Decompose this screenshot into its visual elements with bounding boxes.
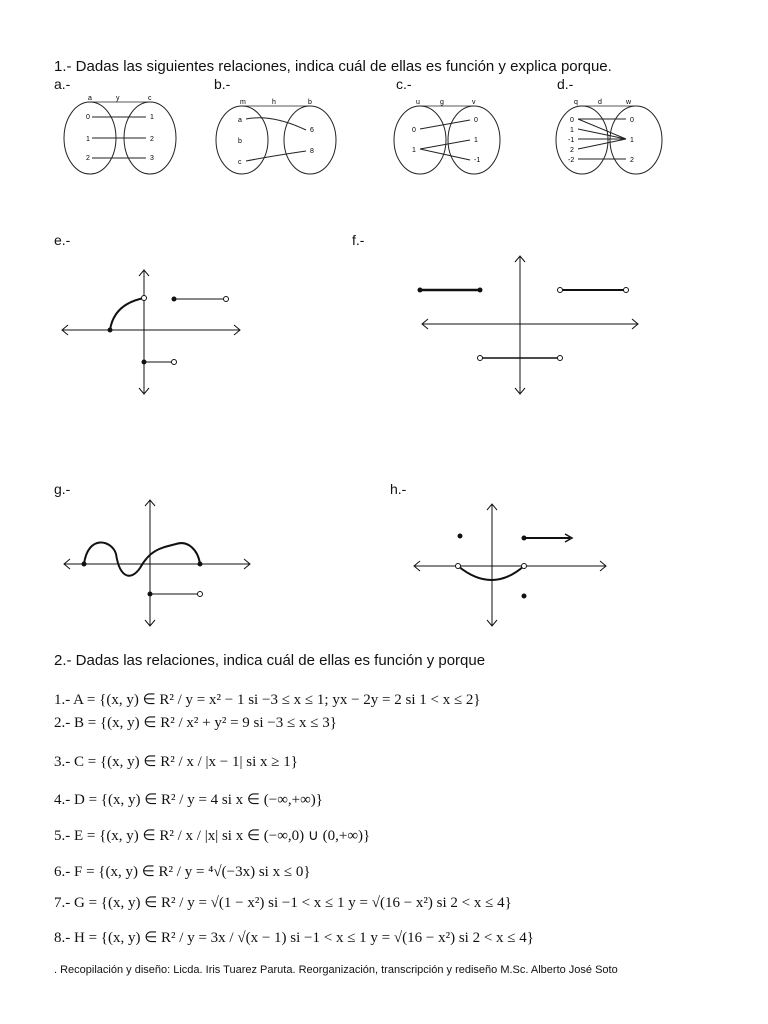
svg-text:u: u xyxy=(416,99,420,106)
svg-text:0: 0 xyxy=(86,114,90,121)
svg-text:h: h xyxy=(272,99,276,106)
svg-text:1: 1 xyxy=(86,136,90,143)
relation-b: 2.- B = {(x, y) ∈ R² / x² + y² = 9 si −3 ≤ x ≤ 3} xyxy=(54,715,337,731)
diagram-c xyxy=(390,94,520,184)
relation-h: 8.- H = {(x, y) ∈ R² / y = 3x / √(x − 1) si −1 < x ≤ 1 y = √(16 − x²) si 2 < x ≤ 4} xyxy=(54,930,534,946)
svg-text:1: 1 xyxy=(570,127,574,134)
svg-text:1: 1 xyxy=(630,137,634,144)
svg-text:v: v xyxy=(472,99,476,106)
label-b: b.- xyxy=(214,76,231,92)
svg-text:q: q xyxy=(574,99,578,106)
svg-text:1: 1 xyxy=(474,137,478,144)
svg-text:6: 6 xyxy=(310,127,314,134)
svg-text:-1: -1 xyxy=(568,137,575,144)
question-1-title: 1.- Dadas las siguientes relaciones, indica cuál de ellas es función y explica porque. xyxy=(54,58,612,75)
diagram-d xyxy=(552,94,682,184)
svg-text:0: 0 xyxy=(474,117,478,124)
svg-text:2: 2 xyxy=(86,155,90,162)
label-g: g.- xyxy=(54,481,71,497)
graph-h xyxy=(410,494,630,634)
svg-text:w: w xyxy=(626,99,632,106)
svg-text:2: 2 xyxy=(150,136,154,143)
label-c: c.- xyxy=(396,76,412,92)
diagram-b xyxy=(212,94,342,184)
svg-text:m: m xyxy=(240,99,246,106)
label-d: d.- xyxy=(557,76,574,92)
svg-text:8: 8 xyxy=(310,148,314,155)
svg-text:c: c xyxy=(148,95,152,102)
svg-text:2: 2 xyxy=(570,147,574,154)
svg-text:y: y xyxy=(116,95,120,102)
graph-g xyxy=(60,494,290,634)
label-a: a.- xyxy=(54,76,71,92)
svg-text:c: c xyxy=(238,159,242,166)
relation-e: 5.- E = {(x, y) ∈ R² / x / |x| si x ∈ (−∞,0) ∪ (0,+∞)} xyxy=(54,828,371,844)
svg-text:b: b xyxy=(308,99,312,106)
svg-text:3: 3 xyxy=(150,155,154,162)
svg-text:1: 1 xyxy=(412,147,416,154)
svg-text:0: 0 xyxy=(630,117,634,124)
svg-text:a: a xyxy=(238,117,242,124)
relation-c: 3.- C = {(x, y) ∈ R² / x / |x − 1| si x ≥ 1} xyxy=(54,754,298,770)
svg-text:-2: -2 xyxy=(568,157,575,164)
svg-text:g: g xyxy=(440,99,444,106)
svg-text:a: a xyxy=(88,95,92,102)
label-e: e.- xyxy=(54,232,71,248)
relation-d: 4.- D = {(x, y) ∈ R² / y = 4 si x ∈ (−∞,+∞)} xyxy=(54,792,323,808)
relation-a: 1.- A = {(x, y) ∈ R² / y = x² − 1 si −3 ≤ x ≤ 1; yx − 2y = 2 si 1 < x ≤ 2} xyxy=(54,692,481,708)
question-2-title: 2.- Dadas las relaciones, indica cuál de ellas es función y porque xyxy=(54,652,486,669)
diagram-a xyxy=(60,94,190,184)
graph-f xyxy=(416,250,656,400)
svg-text:-1: -1 xyxy=(474,157,481,164)
svg-text:1: 1 xyxy=(150,114,154,121)
relation-g: 7.- G = {(x, y) ∈ R² / y = √(1 − x²) si −1 < x ≤ 1 y = √(16 − x²) si 2 < x ≤ 4} xyxy=(54,895,512,911)
label-h: h.- xyxy=(390,481,407,497)
footer-credits: . Recopilación y diseño: Licda. Iris Tuarez Paruta. Reorganización, transcripción y rediseño M.Sc. Alberto José Soto xyxy=(54,964,618,976)
relation-f: 6.- F = {(x, y) ∈ R² / y = ⁴√(−3x) si x ≤ 0} xyxy=(54,864,311,880)
graph-e xyxy=(58,262,258,402)
svg-text:0: 0 xyxy=(412,127,416,134)
svg-text:0: 0 xyxy=(570,117,574,124)
label-f: f.- xyxy=(352,232,365,248)
svg-text:d: d xyxy=(598,99,602,106)
svg-text:b: b xyxy=(238,138,242,145)
svg-text:2: 2 xyxy=(630,157,634,164)
